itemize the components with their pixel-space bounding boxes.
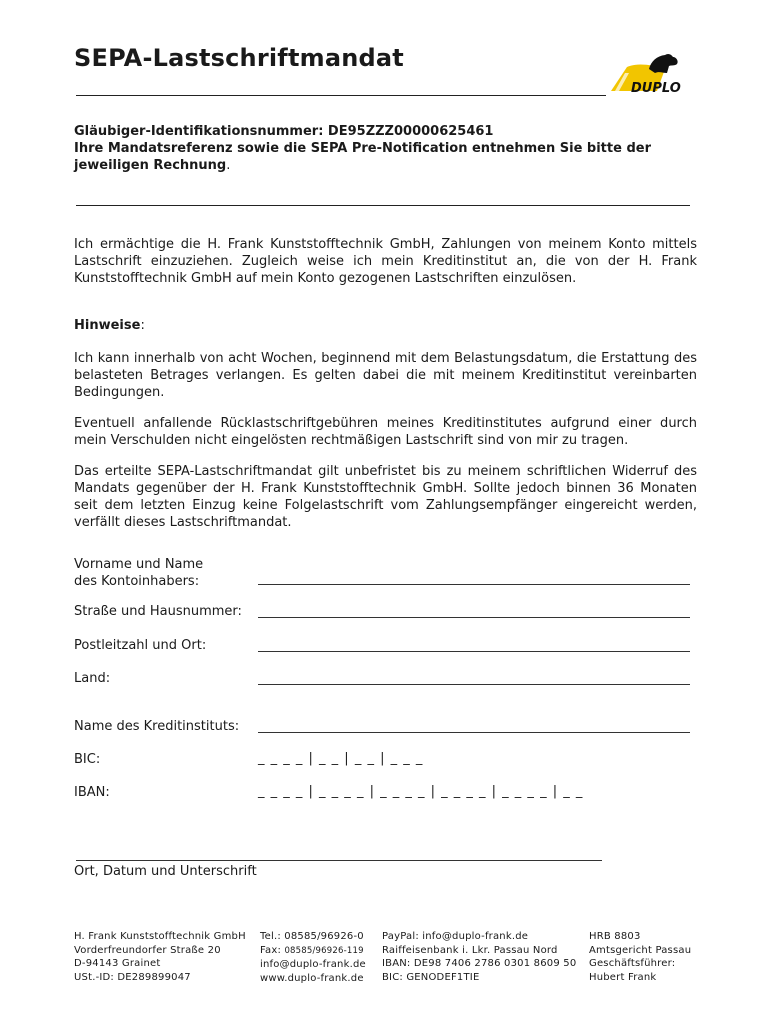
account-holder-field[interactable] [258, 584, 690, 585]
footer-contact [260, 930, 366, 985]
country-field[interactable] [258, 684, 690, 685]
logo-horse-shape [649, 54, 678, 73]
footer-iban: IBAN: DE98 7406 2786 0301 8609 50 [382, 958, 577, 969]
hints-heading [74, 318, 145, 333]
footer-company-name: H. Frank Kunststofftechnik GmbH [74, 931, 246, 942]
duplo-horse-logo [605, 51, 695, 97]
footer-bic: BIC: GENODEF1TIE [382, 971, 480, 983]
iban-label: IBAN: [74, 785, 110, 800]
hint-paragraph-refund: Ich kann innerhalb von acht Wochen, beginnend mit dem Belastungsdatum, die Erstattung des belasteten Betrages verlangen. Es gelten dabei die mit meinem Kreditinstitut vereinbarten Bedingungen. [74, 351, 697, 400]
mandate-text: Ich ermächtige die H. Frank Kunststofftechnik GmbH, Zahlungen von meinem Konto mittels Lastschrift einzuziehen. Zugleich weise ich mein Kreditinstitut an, die von der H. Frank Kunststofftechnik GmbH auf mein Konto gezogenen Lastschriften einzulösen. [74, 237, 697, 286]
iban-field[interactable]: _ _ _ _ | _ _ _ _ | _ _ _ _ | _ _ _ _ | _ _ _ _ | _ _ [258, 784, 584, 799]
footer-company [74, 930, 246, 984]
logo-wordmark: DUPLO [631, 81, 681, 96]
footer-bank-name: Raiffeisenbank i. Lkr. Passau Nord [382, 944, 558, 956]
mandate-reference-period: . [226, 158, 231, 173]
hint-paragraph-validity: Das erteilte SEPA-Lastschriftmandat gilt unbefristet bis zu meinem schriftlichen Widerruf des Mandats gegenüber der H. Frank Kunststofftechnik GmbH. Sollte jedoch binnen 36 Monaten seit dem letzten Einzug keine Folgelastschrift vom Zahlungsempfänger eingereicht werden, verfällt dieses Lastschriftmandat. [74, 464, 697, 530]
footer-street: Vorderfreundorfer Straße 20 [74, 944, 221, 956]
hint-paragraph-fees: Eventuell anfallende Rücklastschriftgebühren meines Kreditinstitutes aufgrund einer durch mein Verschulden nicht eingelösten rechtmäßigen Lastschrift sind von mir zu tragen. [74, 416, 697, 448]
creditor-id: Gläubiger-Identifikationsnummer: DE95ZZZ00000625461 [74, 124, 494, 139]
creditor-info [74, 123, 694, 174]
footer-court: Amtsgericht Passau [589, 944, 692, 956]
bic-field[interactable]: _ _ _ _ | _ _ | _ _ | _ _ _ [258, 751, 424, 766]
footer-website: www.duplo-frank.de [260, 972, 364, 984]
bic-label: BIC: [74, 752, 101, 767]
hints-heading-colon: : [140, 318, 145, 333]
bank-name-label: Name des Kreditinstituts: [74, 719, 240, 734]
zip-city-label: Postleitzahl und Ort: [74, 638, 207, 653]
footer-paypal: PayPal: info@duplo-frank.de [382, 931, 529, 942]
account-holder-label-line2: des Kontoinhabers: [74, 574, 200, 589]
footer-fax-prefix: Fax: [260, 944, 285, 956]
country-label: Land: [74, 671, 111, 686]
signature-field[interactable] [76, 860, 602, 861]
bank-name-field[interactable] [258, 732, 690, 733]
mandate-reference-note [74, 140, 694, 174]
signature-label: Ort, Datum und Unterschrift [74, 864, 257, 879]
footer-fax [260, 944, 366, 959]
footer-city: D-94143 Grainet [74, 958, 161, 969]
account-holder-label-line1: Vorname und Name [74, 557, 204, 572]
section-divider [76, 205, 690, 206]
mandate-reference-text: Ihre Mandatsreferenz sowie die SEPA Pre-Notification entnehmen Sie bitte der jeweiligen Rechnung [74, 141, 651, 173]
title-divider [76, 95, 606, 96]
footer-phone: Tel.: 08585/96926-0 [260, 931, 364, 942]
street-label: Straße und Hausnummer: [74, 604, 242, 619]
account-holder-label [74, 556, 203, 590]
footer-vat-id: USt.-ID: DE289899047 [74, 971, 191, 983]
footer-email: info@duplo-frank.de [260, 959, 366, 970]
zip-city-field[interactable] [258, 651, 690, 652]
footer-registry [589, 930, 691, 984]
footer-ceo-name: Hubert Frank [589, 971, 657, 983]
hints-heading-text: Hinweise [74, 318, 141, 333]
page-title: SEPA-Lastschriftmandat [74, 44, 404, 72]
street-field[interactable] [258, 617, 690, 618]
footer-ceo-label: Geschäftsführer: [589, 958, 676, 969]
footer-bank [382, 930, 576, 984]
footer-hrb: HRB 8803 [589, 931, 641, 942]
footer-fax-number: 08585/96926-119 [284, 945, 364, 956]
